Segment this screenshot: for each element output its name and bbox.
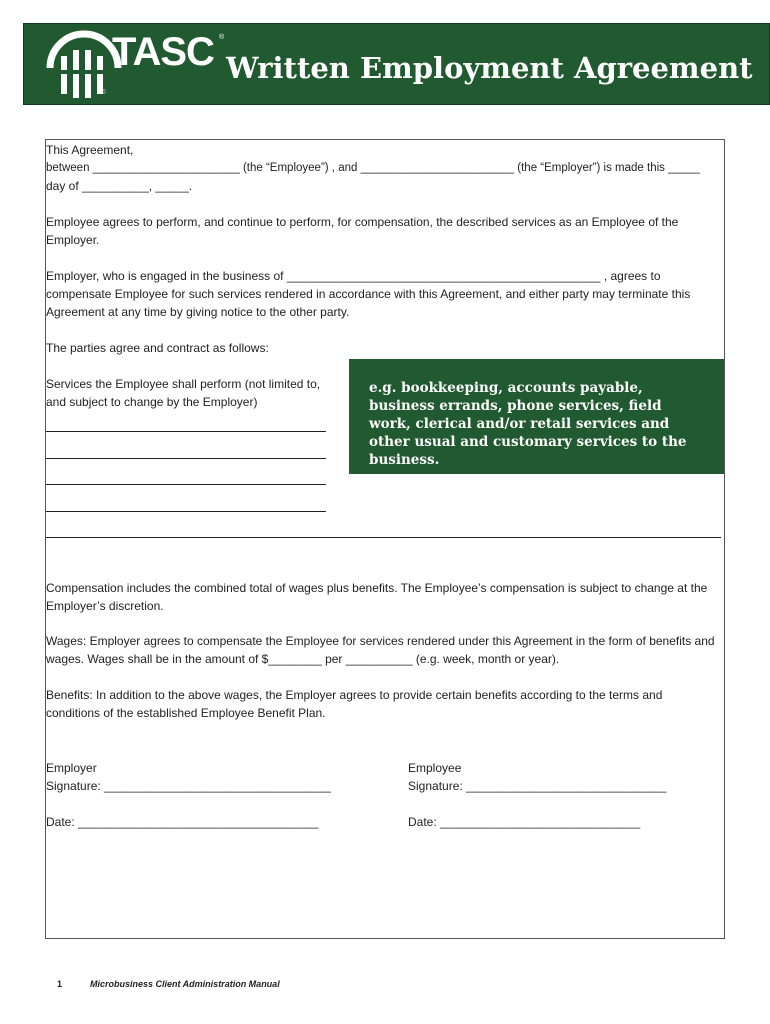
wages-paragraph[interactable]: Wages: Employer agrees to compensate the Employee for services rendered under this Agreement in the form of benefits and wages. Wages shall be in the amount of $________ per __________ (e.g. week, month or year). <box>46 634 715 666</box>
service-line-4[interactable] <box>46 511 326 512</box>
agreement-intro: This Agreement, <box>46 143 134 157</box>
parties-paragraph: The parties agree and contract as follows: <box>46 341 269 355</box>
agreement-parties-line[interactable]: between _______________________ (the “Employee”) , and ________________________ (the “Employer”) is made this _____ <box>46 162 701 174</box>
compensation-paragraph: Compensation includes the combined total of wages plus benefits. The Employee’s compensation is subject to change at the Employer’s discretion. <box>46 581 708 613</box>
service-line-3[interactable] <box>46 484 326 485</box>
services-list-label: Services the Employee shall perform (not limited to, and subject to change by the Employer) <box>46 377 321 409</box>
employee-label: Employee <box>408 761 462 775</box>
service-line-5[interactable] <box>46 537 721 538</box>
services-paragraph: Employee agrees to perform, and continue to perform, for compensation, the described services as an Employee of the Employer. <box>46 215 679 247</box>
employer-signature-field[interactable]: Signature: __________________________________ <box>46 779 331 793</box>
service-line-1[interactable] <box>46 431 326 432</box>
employer-label: Employer <box>46 761 97 775</box>
business-paragraph[interactable]: Employer, who is engaged in the business of _______________________________________________ , agrees to compensate Employee for such services rendered in accordance with this Agreement, and either party may terminate this Agreement at any time by giving notice to the other party. <box>46 269 691 319</box>
document-title: Written Employment Agreement <box>226 51 753 85</box>
service-line-2[interactable] <box>46 458 326 459</box>
employee-signature-field[interactable]: Signature: ______________________________ <box>408 779 667 793</box>
services-example-callout <box>349 359 724 474</box>
employee-date-field[interactable]: Date: ______________________________ <box>408 815 641 829</box>
agreement-date-line[interactable]: day of __________, _____. <box>46 179 193 193</box>
logo-registered-mark: ® <box>219 34 225 41</box>
employer-date-field[interactable]: Date: ____________________________________ <box>46 815 319 829</box>
logo-text: TASC <box>112 30 214 74</box>
header-banner <box>23 23 770 105</box>
page-number: 1 <box>57 979 63 989</box>
logo-copyright-mark: © <box>101 90 106 96</box>
footer-manual-title: Microbusiness Client Administration Manual <box>90 979 280 989</box>
callout-text: e.g. bookkeeping, accounts payable, business errands, phone services, field work, clerical and/or retail services and other usual and customary services to the business. <box>369 380 687 468</box>
benefits-paragraph: Benefits: In addition to the above wages, the Employer agrees to provide certain benefits according to the terms and conditions of the established Employee Benefit Plan. <box>46 688 663 720</box>
